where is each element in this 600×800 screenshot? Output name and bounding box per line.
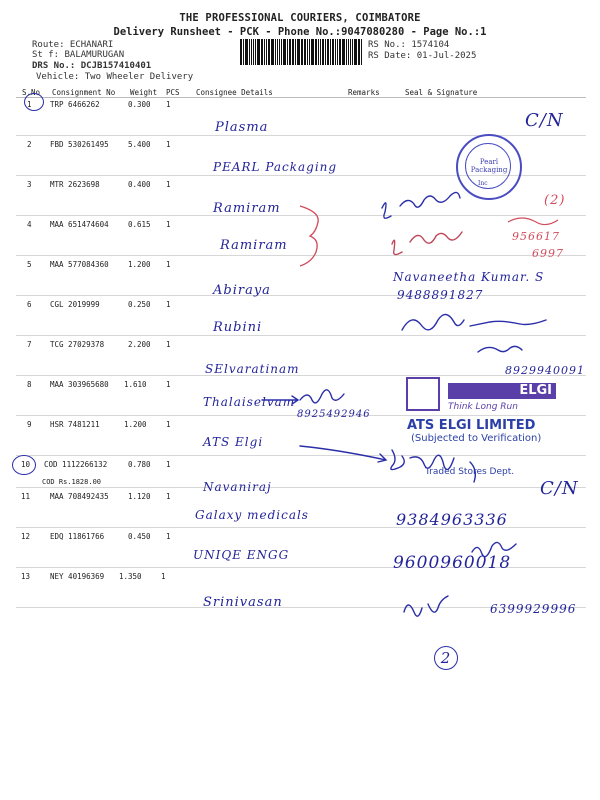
cod-amount: COD Rs.1828.00 [42,478,102,486]
hand-consignee-4: Ramiram [220,238,288,253]
row-pcs: 1 [166,260,171,269]
row-consignment-no: NEY 40196369 [50,572,105,581]
vehicle-label: Vehicle: Two Wheeler Delivery [36,72,194,82]
hand-sign-5: Navaneetha Kumar. S [393,270,545,284]
row-sno: 5 [27,260,32,269]
row-weight: 1.200 [124,420,147,429]
elgi-verification-note: (Subjected to Verification) [411,433,542,444]
col-remarks: Remarks [348,88,380,97]
row-sno: 3 [27,180,32,189]
row-pcs: 1 [166,100,171,109]
row-sno: 9 [27,420,32,429]
row-sno: 1 [27,100,32,109]
elgi-dept: Traded Stores Dept. [425,467,515,477]
hand-consignee-12: UNIQE ENGG [193,548,290,562]
row-weight: 0.400 [128,180,151,189]
row-consignment-no: MAA 577084360 [50,260,109,269]
hand-consignee-13: Srinivasan [203,595,283,610]
hand-phone-5: 9488891827 [397,288,484,302]
hand-cn-top: C/N [525,110,564,131]
hand-consignee-11: Galaxy medicals [195,508,309,522]
elgi-brand: ELGI [448,383,556,399]
row-consignment-no: MTR 2623698 [50,180,100,189]
hand-note-3: (2) [544,193,566,208]
hand-circle-bottom: 2 [434,646,458,670]
signature-row12-flourish [472,542,516,556]
row-weight: 1.350 [119,572,142,581]
row-consignment-no: EDQ 11861766 [50,532,105,541]
row-sno: 4 [27,220,32,229]
arrow-row9 [300,446,386,462]
pearl-stamp-sub: Inc [478,180,488,187]
row-consignment-no: MAA 708492435 [50,492,109,501]
arrow-row8 [262,396,298,404]
pearl-stamp-text: Pearl Packaging [470,158,508,174]
row-weight: 0.300 [128,100,151,109]
hand-phone-8: 8925492946 [297,409,371,420]
drs-number: DRS No.: DCJB157410401 [32,61,152,71]
row-weight: 1.200 [128,260,151,269]
row-pcs: 1 [166,140,171,149]
col-consignment: Consignment No [52,88,116,97]
col-seal: Seal & Signature [405,88,478,97]
row-weight: 1.120 [128,492,151,501]
hand-consignee-3: Ramiram [213,201,281,216]
row-sno: 8 [27,380,32,389]
hand-consignee-7: SElvaratinam [205,362,300,376]
signature-row8 [300,390,344,403]
signature-row7 [478,346,522,352]
hand-phone-4: 956617 [512,230,560,243]
company-title: THE PROFESSIONAL COURIERS, COIMBATORE [179,12,421,24]
col-sno: S.No [22,88,41,97]
row-sno: 12 [21,532,31,541]
hand-consignee-10: Navaniraj [203,480,272,494]
hand-phone-11: 9384963336 [396,510,508,529]
row-pcs: 1 [166,420,171,429]
hand-phone-12: 9600960018 [393,553,512,573]
hand-cn-mid: C/N [540,478,579,499]
row-consignment-no: MAA 651474604 [50,220,109,229]
rs-number: RS No.: 1574104 [368,40,450,50]
row-pcs: 1 [166,532,171,541]
hand-phone-4b: 6997 [532,247,564,260]
row-weight: 0.450 [128,532,151,541]
row-pcs: 1 [166,220,171,229]
hand-consignee-9: ATS Elgi [203,435,264,449]
hand-consignee-6: Rubini [213,320,263,335]
row-consignment-no: FBD 530261495 [50,140,109,149]
row-consignment-no: TRP 6466262 [50,100,100,109]
hand-consignee-8: Thalaiselvam [203,395,296,409]
rs-date: RS Date: 01-Jul-2025 [368,51,477,61]
row-sno: 11 [21,492,31,501]
col-consignee: Consignee Details [196,88,273,97]
row-consignment-no: CGL 2019999 [50,300,100,309]
row-sno: 13 [21,572,31,581]
runsheet-subtitle: Delivery Runsheet - PCK - Phone No.:9047080280 - Page No.:1 [113,26,487,38]
staff-label: St f: BALAMURUGAN [32,50,125,60]
row-pcs: 1 [166,300,171,309]
signature-row13 [404,596,448,616]
hand-consignee-2: PEARL Packaging [213,160,338,174]
signature-row10 [391,450,475,482]
row-weight: 5.400 [128,140,151,149]
row-pcs: 1 [166,460,171,469]
row-consignment-no: COD 1112266132 [44,460,108,469]
elgi-company: ATS ELGI LIMITED [407,418,536,433]
red-annotation [508,218,558,225]
row-pcs: 1 [166,492,171,501]
signature-row3 [382,192,460,218]
row-weight: 0.250 [128,300,151,309]
route-label: Route: ECHANARI [32,40,114,50]
col-weight: Weight [130,88,158,97]
row-pcs: 1 [166,180,171,189]
row-sno: 10 [21,460,31,469]
row-pcs: 1 [166,340,171,349]
hand-phone-13: 6399929996 [490,602,577,616]
row-consignment-no: MAA 303965680 [50,380,109,389]
hand-consignee-1: Plasma [215,120,269,135]
row-weight: 2.200 [128,340,151,349]
row-sno: 7 [27,340,32,349]
signature-row6 [402,314,546,330]
hand-phone-7: 8929940091 [505,364,585,377]
row-consignment-no: TCG 27029378 [50,340,105,349]
signature-row4 [392,232,462,255]
red-bracket [300,206,318,266]
hand-consignee-5: Abiraya [213,283,271,298]
row-weight: 0.615 [128,220,151,229]
row-pcs: 1 [166,380,171,389]
row-weight: 1.610 [124,380,147,389]
col-pcs: PCS [166,88,180,97]
row-pcs: 1 [161,572,166,581]
row-weight: 0.780 [128,460,151,469]
row-consignment-no: HSR 7481211 [50,420,100,429]
row-sno: 6 [27,300,32,309]
elgi-tagline: Think Long Run [448,402,518,412]
row-sno: 2 [27,140,32,149]
